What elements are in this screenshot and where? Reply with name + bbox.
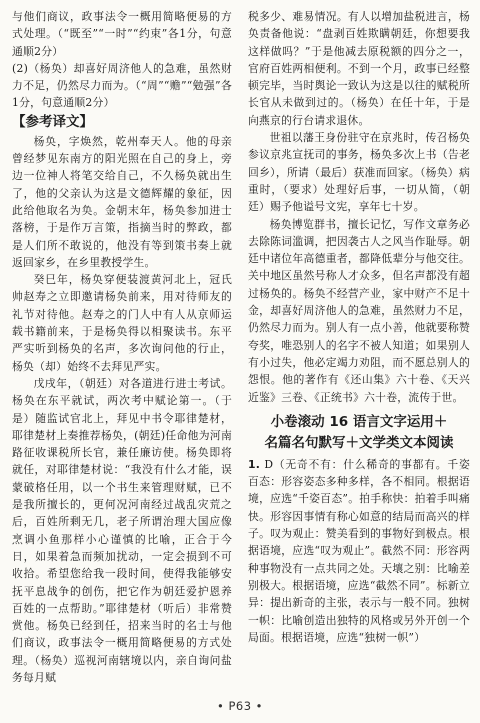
- translation-paragraph: 癸巳年，杨奂穿便装渡黄河北上，冠氏帅赵寿之立即邀请杨奂前来，用对待师友的礼节对待他。赵寿之的门人中有人从京师运载书籍前来，于是杨奂得以相聚读书。东平严实听到杨奂的名声，多次询问他的行止，杨奂（却）始终不去拜见严实。: [12, 273, 232, 373]
- section-title: [248, 412, 470, 454]
- translation-paragraph: 杨奂，字焕然，乾州奉天人。他的母亲曾经梦见东南方的阳光照在自己的身上，旁边一位神人将笔交给自己，不久杨奂就出生了，他的父亲认为这是文德辉耀的象征，因此给他取名为奂。金朝末年，杨奂参加进士落榜，于是作万言策，指摘当时的弊政，都是人们所不敢说的，他没有等到策书奏上就返回家乡，在乡里教授学生。: [12, 134, 232, 269]
- question-1-answer: [248, 456, 470, 646]
- page-number: • P63 •: [217, 699, 263, 713]
- answer-2: (2)（杨奂）却喜好周济他人的急难，虽然财力不足，仍然尽力而为。（“周”“赡”“勉强”各1分，句意通顺2分）: [12, 61, 232, 110]
- answer-continuation: 与他们商议，政事法令一概用简略便易的方式处理。（“既至”“一时”“约束”各1分，句意通顺2分）: [12, 10, 232, 58]
- translation-paragraph: 戊戌年，（朝廷）对各道进行进士考试。杨奂在东平就试，两次考中赋论第一。（于是）随监试官北上，拜见中书令耶律楚材，耶律楚材上奏推荐杨奂，(朝廷)任命他为河南路征收课税所长官，兼任廉访使。杨奂即将就任，对耶律楚材说：“我没有什么才能，误蒙破格任用，以一个书生来管理财赋，已不是我所擅长的，更何况河南经过战乱灾荒之后，百姓所剩无几，老子所谓治理大国应像烹调小鱼那样小心谨慎的比喻，正合于今日，如果着急而频加扰动，一定会损到不可收拾。希望您给我一段时间，使得我能够安抚平息战争的创伤，把它作为朝廷爱护恩养百姓的一点帮助。”耶律楚材（听后）非常赞赏他。杨奂已经到任，招来当时的名士与他们商议，政事法令一概用简略便易的方式处理。（杨奂）巡视河南辖境以内，亲自询问盐务每月赋: [12, 376, 232, 684]
- section-title-line: 名篇名句默写＋文学类文本阅读: [264, 434, 454, 451]
- question-number: 1.: [248, 457, 261, 471]
- translation-heading: 【参考译文】: [12, 113, 93, 130]
- translation-paragraph: 杨奂博览群书，擅长记忆，写作文章务必去除陈词滥调，把因袭古人之风当作耻辱。朝廷中诸位年高德重者，都降低辈分与他交往。关中地区虽然号称人才众多，但名声都没有超过杨奂的。杨奂不经营产业，家中财产不足十金，却喜好周济他人的急难，虽然财力不足，仍然尽力而为。别人有一点小善，他就要称赞夸奖，唯恐别人的名字不被人知道；如果别人有小过失，他必定竭力劝阻，而不愿总别人的怨恨。他的著作有《还山集》六十卷、《天兴近鉴》三卷、《正统书》六十卷，流传于世。: [248, 217, 470, 404]
- question-1-text: D（无奇不有：什么稀奇的事都有。千姿百态：形容姿态多种多样，各不相同。根据语境，应选“千姿百态”。拍手称快：拍着手叫痛快。形容因事情有称心如意的结局而高兴的样子。叹为观止：赞美看到的事物好到极点。根据语境，应选“叹为观止”。截然不同：形容两种事物没有一点共同之处。天壤之别：比喻差别极大。根据语境，应选“截然不同”。标新立异：提出新奇的主张，表示与一般不同。独树一帜：比喻创造出独特的风格或另外开创一个局面。根据语境，应选“独树一帜”）: [248, 457, 471, 644]
- left-column: [12, 8, 232, 686]
- section-title-line: 小卷滚动 16 语言文字运用＋: [270, 413, 448, 430]
- right-column: [248, 8, 470, 646]
- translation-paragraph: 税多少、难易情况。有人以增加盐税进言，杨奂责备他说：“盘剥百姓欺瞒朝廷，你想要我这样做吗？”于是他减去原税额的四分之一，官府百姓两相便利。不到一个月，政事已经整顿完毕，当时舆论一致认为这是以往的赋税所长官从未做到过的。（杨奂）在任十年，于是向燕京的行台请求退休。: [248, 10, 470, 127]
- translation-paragraph: 世祖以藩王身份驻守在京兆时，传召杨奂参议京兆宣抚司的事务，杨奂多次上书（告老回乡），所请（最后）获准而回家。（杨奂）病重时，（要求）处理好后事，一切从简，（朝廷）赐予他谥号文宪，享年七十岁。: [248, 131, 470, 214]
